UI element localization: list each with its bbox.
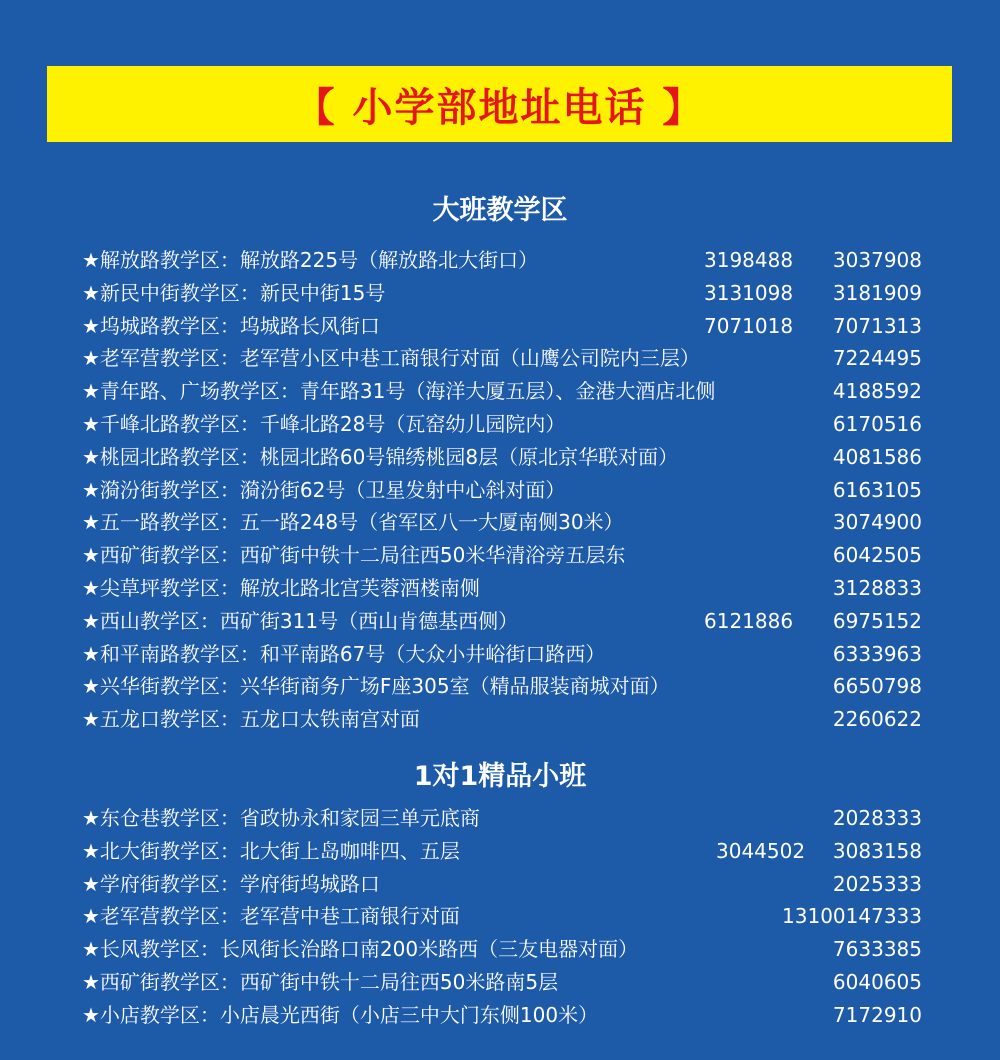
- address-text: ★新民中街教学区：新民中街15号: [82, 280, 386, 305]
- phone-number-primary: 7071018: [704, 313, 794, 338]
- list-item: [82, 441, 922, 474]
- address-text: ★坞城路教学区：坞城路长风街口: [82, 313, 380, 338]
- address-text: ★五一路教学区：五一路248号（省军区八一大厦南侧30米）: [82, 510, 624, 535]
- phone-number-primary: 3198488: [704, 248, 794, 272]
- title-banner: [47, 66, 952, 142]
- phone-number: 7071313: [832, 313, 922, 338]
- list-item: [82, 375, 922, 408]
- address-text: ★学府街教学区：学府街坞城路口: [82, 871, 380, 896]
- phone-number: 6975152: [832, 608, 922, 633]
- address-text: ★西矿街教学区：西矿街中铁十二局往西50米路南5层: [82, 969, 559, 994]
- phone-number: 3181909: [832, 280, 922, 305]
- list-item: [82, 670, 922, 703]
- list-item: [82, 342, 922, 375]
- list-item: [82, 868, 922, 901]
- phone-number-primary: 6121886: [704, 608, 794, 633]
- large-class-list: [82, 244, 922, 736]
- list-item: [82, 703, 922, 736]
- phone-number: 2260622: [832, 707, 922, 732]
- address-text: ★五龙口教学区：五龙口太铁南宫对面: [82, 707, 420, 732]
- phone-number: 3074900: [832, 510, 922, 535]
- address-text: ★和平南路教学区：和平南路67号（大众小井峪街口路西）: [82, 641, 606, 666]
- phone-number-primary: 3044502: [716, 838, 806, 863]
- list-item: [82, 310, 922, 343]
- address-text: ★解放路教学区：解放路225号（解放路北大街口）: [82, 248, 539, 272]
- list-item: [82, 474, 922, 507]
- phone-number: 6040605: [832, 969, 922, 994]
- phone-number: 3128833: [832, 575, 922, 600]
- list-item: [82, 408, 922, 441]
- list-item: [82, 933, 922, 966]
- phone-number: 4188592: [832, 379, 922, 404]
- address-text: ★千峰北路教学区：千峰北路28号（瓦窑幼儿园院内）: [82, 411, 566, 436]
- phone-number: 6333963: [832, 641, 922, 666]
- address-text: ★漪汾街教学区：漪汾街62号（卫星发射中心斜对面）: [82, 477, 566, 502]
- section-heading-small-class: 1对1精品小班: [413, 761, 587, 792]
- address-text: ★小店教学区：小店晨光西街（小店三中大门东侧100米）: [82, 1002, 599, 1027]
- address-text: ★老军营教学区：老军营小区中巷工商银行对面（山鹰公司院内三层）: [82, 346, 700, 371]
- list-item: [82, 572, 922, 605]
- phone-number: 4081586: [832, 444, 922, 469]
- phone-number: 3037908: [832, 248, 922, 272]
- phone-number: 2028333: [832, 806, 922, 830]
- list-item: [82, 506, 922, 539]
- phone-number: 6170516: [832, 411, 922, 436]
- address-text: ★东仓巷教学区：省政协永和家园三单元底商: [82, 806, 480, 830]
- address-text: ★长风教学区：长风街长治路口南200米路西（三友电器对面）: [82, 937, 639, 962]
- address-text: ★兴华街教学区：兴华街商务广场F座305室（精品服装商城对面）: [82, 674, 670, 699]
- list-item: [82, 638, 922, 671]
- phone-number: 13100147333: [782, 904, 922, 929]
- phone-number-primary: 3131098: [704, 280, 794, 305]
- phone-number: 3083158: [832, 838, 922, 863]
- list-item: [82, 277, 922, 310]
- section-heading-large-class: 大班教学区: [432, 195, 568, 226]
- small-class-list: [82, 802, 922, 1032]
- address-text: ★西矿街教学区：西矿街中铁十二局往西50米华清浴旁五层东: [82, 543, 626, 568]
- list-item: [82, 999, 922, 1032]
- address-text: ★青年路、广场教学区：青年路31号（海洋大厦五层）、金港大酒店北侧: [82, 379, 716, 404]
- address-text: ★西山教学区：西矿街311号（西山肯德基西侧）: [82, 608, 519, 633]
- phone-number: 7224495: [832, 346, 922, 371]
- page-title: 【 小学部地址电话 】: [294, 84, 705, 131]
- list-item: [82, 835, 922, 868]
- list-item: [82, 539, 922, 572]
- phone-number: 2025333: [832, 871, 922, 896]
- list-item: [82, 244, 922, 277]
- list-item: [82, 802, 922, 835]
- address-text: ★桃园北路教学区：桃园北路60号锦绣桃园8层（原北京华联对面）: [82, 444, 679, 469]
- phone-number: 6650798: [832, 674, 922, 699]
- address-text: ★老军营教学区：老军营中巷工商银行对面: [82, 904, 460, 929]
- phone-number: 7172910: [832, 1002, 922, 1027]
- phone-number: 6163105: [832, 477, 922, 502]
- phone-number: 6042505: [832, 543, 922, 568]
- address-text: ★北大街教学区：北大街上岛咖啡四、五层: [82, 838, 460, 863]
- list-item: [82, 605, 922, 638]
- list-item: [82, 966, 922, 999]
- address-text: ★尖草坪教学区：解放北路北宫芙蓉酒楼南侧: [82, 575, 480, 600]
- list-item: [82, 900, 922, 933]
- phone-number: 7633385: [832, 937, 922, 962]
